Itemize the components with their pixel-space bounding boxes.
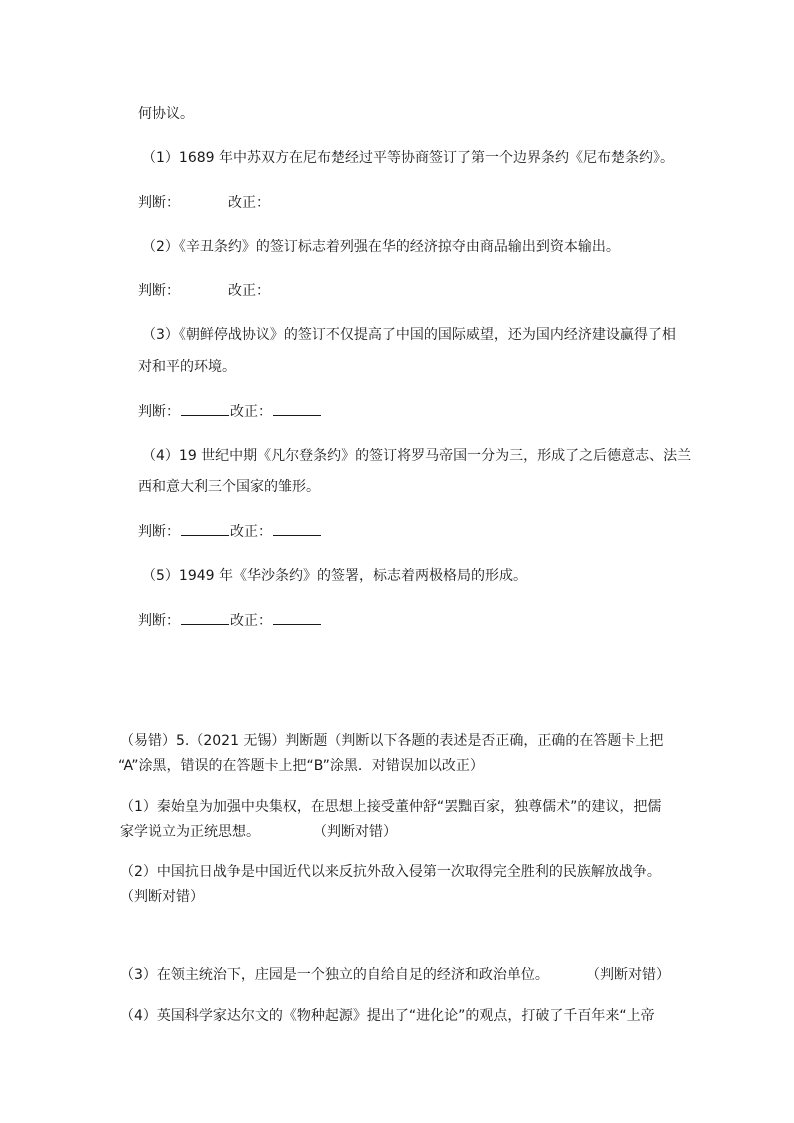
correct-blank[interactable] xyxy=(273,610,321,625)
item-1-text: （1）1689 年中苏双方在尼布楚经过平等协商签订了第一个边界条约《尼布楚条约》。 xyxy=(142,150,674,166)
item-5-answer-line xyxy=(138,610,322,631)
item-4-text: （4）19 世纪中期《凡尔登条约》的签订将罗马帝国一分为三，形成了之后德意志、法兰 xyxy=(142,448,692,464)
q1-judge-hint: （判断对错） xyxy=(313,824,397,840)
q3-judge-hint: （判断对错） xyxy=(586,967,670,983)
judge-blank[interactable] xyxy=(181,401,229,416)
q3-line-1: （3）在领主统治下，庄园是一个独立的自给自足的经济和政治单位。 xyxy=(120,967,549,983)
question-header-line-1: （易错）5.（2021 无锡）判断题（判断以下各题的表述是否正确，正确的在答题卡上把 xyxy=(120,733,664,749)
correct-blank[interactable] xyxy=(273,521,321,536)
judge-label: 判断： xyxy=(138,613,180,629)
correct-label: 改正： xyxy=(230,613,272,629)
q4-line-1: （4）英国科学家达尔文的《物种起源》提出了“进化论”的观点，打破了千百年来“上帝 xyxy=(120,1008,655,1024)
judge-blank[interactable] xyxy=(181,521,229,536)
item-2-answer-line xyxy=(138,281,270,301)
judge-label: 判断： xyxy=(138,524,180,540)
correct-label: 改正： xyxy=(230,524,272,540)
item-2-text: （2）《辛丑条约》的签订标志着列强在华的经济掠夺由商品输出到资本输出。 xyxy=(142,239,620,255)
correct-label: 改正： xyxy=(228,283,270,299)
item-5-text: （5）1949 年《华沙条约》的签署，标志着两极格局的形成。 xyxy=(142,568,527,584)
judge-blank[interactable] xyxy=(181,610,229,625)
correct-label: 改正： xyxy=(228,195,270,211)
q1-line-2: 家学说立为正统思想。 xyxy=(120,824,260,840)
judge-label: 判断： xyxy=(138,283,180,299)
correct-blank[interactable] xyxy=(273,401,321,416)
question-header-line-2: “A”涂黑，错误的在答题卡上把“B”涂黑．对错误加以改正） xyxy=(118,758,484,774)
judge-label: 判断： xyxy=(138,195,180,211)
judge-label: 判断： xyxy=(138,404,180,420)
correct-label: 改正： xyxy=(230,404,272,420)
item-3-text: （3）《朝鲜停战协议》的签订不仅提高了中国的国际威望，还为国内经济建设赢得了相 xyxy=(142,327,676,343)
q2-line-1: （2）中国抗日战争是中国近代以来反抗外敌入侵第一次取得完全胜利的民族解放战争。 xyxy=(120,864,661,880)
q2-judge-hint: （判断对错） xyxy=(120,889,204,905)
item-4-text-cont: 西和意大利三个国家的雏形。 xyxy=(138,479,320,495)
intro-tail: 何协议。 xyxy=(138,106,194,122)
item-4-answer-line xyxy=(138,521,322,542)
item-3-text-cont: 对和平的环境。 xyxy=(138,359,236,375)
item-3-answer-line xyxy=(138,401,322,422)
q1-line-1: （1）秦始皇为加强中央集权，在思想上接受董仲舒“罢黜百家，独尊儒术”的建议，把儒 xyxy=(120,799,662,815)
item-1-answer-line xyxy=(138,193,270,213)
